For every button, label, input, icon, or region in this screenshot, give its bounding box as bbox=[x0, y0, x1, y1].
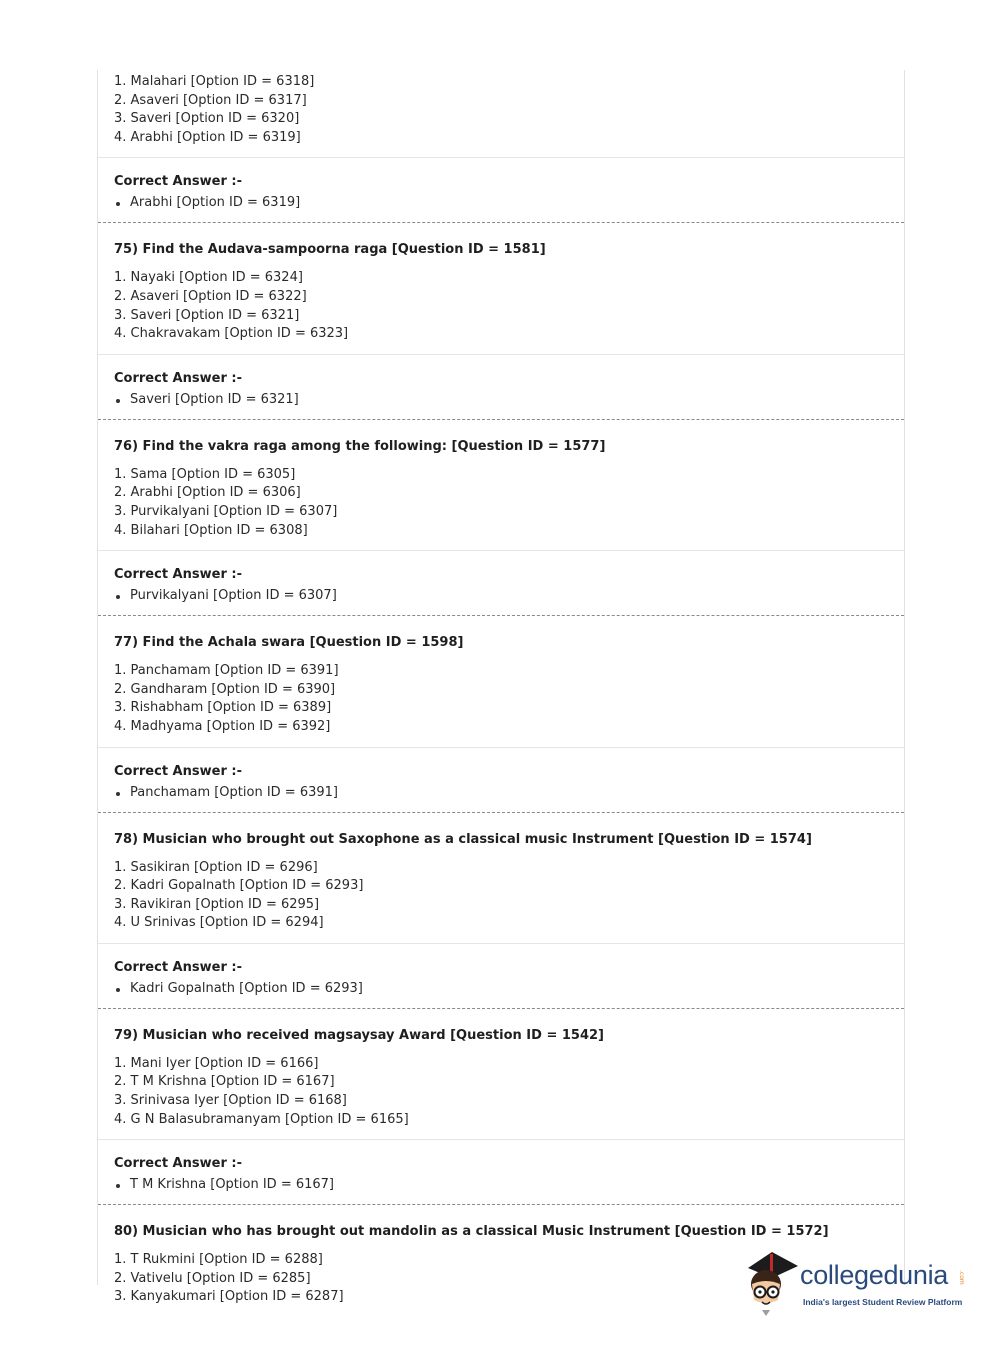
option: 1. Sasikiran [Option ID = 6296] bbox=[114, 859, 318, 875]
option: 1. Sama [Option ID = 6305] bbox=[114, 466, 296, 482]
option: 4. Madhyama [Option ID = 6392] bbox=[114, 718, 331, 734]
question-title: 80) Musician who has brought out mandolin as a classical Music Instrument [Question ID = 1572] bbox=[114, 1224, 829, 1240]
option: 2. T M Krishna [Option ID = 6167] bbox=[114, 1074, 335, 1090]
correct-answer-block bbox=[98, 354, 904, 419]
option: 3. Srinivasa Iyer [Option ID = 6168] bbox=[114, 1093, 347, 1109]
correct-answer-value: Kadri Gopalnath [Option ID = 6293] bbox=[114, 980, 904, 998]
correct-answer-title: Correct Answer :- bbox=[114, 174, 242, 190]
option: 4. Chakravakam [Option ID = 6323] bbox=[114, 326, 349, 342]
question-block bbox=[98, 420, 904, 615]
correct-answer-value: Panchamam [Option ID = 6391] bbox=[114, 784, 904, 802]
correct-answer-title: Correct Answer :- bbox=[114, 763, 242, 779]
correct-answer-title: Correct Answer :- bbox=[114, 959, 242, 975]
question-block bbox=[98, 1009, 904, 1204]
option: 4. U Srinivas [Option ID = 6294] bbox=[114, 915, 324, 931]
option: 4. G N Balasubramanyam [Option ID = 6165] bbox=[114, 1111, 409, 1127]
correct-answer-value: Arabhi [Option ID = 6319] bbox=[114, 194, 904, 212]
correct-answer-value: T M Krishna [Option ID = 6167] bbox=[114, 1176, 904, 1194]
option: 1. Malahari [Option ID = 6318] bbox=[114, 74, 315, 89]
correct-answer-value: Saveri [Option ID = 6321] bbox=[114, 391, 904, 409]
option: 4. Arabhi [Option ID = 6319] bbox=[114, 129, 301, 145]
question-block bbox=[98, 223, 904, 418]
option: 3. Saveri [Option ID = 6320] bbox=[114, 111, 300, 127]
correct-answer-title: Correct Answer :- bbox=[114, 370, 242, 386]
option: 2. Gandharam [Option ID = 6390] bbox=[114, 681, 336, 697]
option: 4. Bilahari [Option ID = 6308] bbox=[114, 522, 308, 538]
question-block bbox=[98, 813, 904, 1008]
question-options bbox=[98, 466, 904, 550]
correct-answer-title: Correct Answer :- bbox=[114, 567, 242, 583]
option: 2. Arabhi [Option ID = 6306] bbox=[114, 485, 301, 501]
question-title: 77) Find the Achala swara [Question ID = 1598] bbox=[114, 635, 464, 651]
option: 1. Nayaki [Option ID = 6324] bbox=[114, 270, 303, 286]
logo-suffix: .com bbox=[958, 1270, 965, 1285]
logo-tagline: India's largest Student Review Platform bbox=[803, 1297, 963, 1307]
option: 1. Panchamam [Option ID = 6391] bbox=[114, 663, 339, 679]
option: 3. Rishabham [Option ID = 6389] bbox=[114, 700, 332, 716]
option: 1. T Rukmini [Option ID = 6288] bbox=[114, 1252, 323, 1268]
previous-question-options bbox=[98, 70, 904, 157]
question-title: 78) Musician who brought out Saxophone as a classical music Instrument [Question ID = 1574] bbox=[114, 831, 812, 847]
question-title: 76) Find the vakra raga among the following: [Question ID = 1577] bbox=[114, 438, 606, 454]
option: 2. Asaveri [Option ID = 6317] bbox=[114, 92, 307, 108]
question-options bbox=[98, 662, 904, 746]
correct-answer-block bbox=[98, 1139, 904, 1204]
option: 3. Kanyakumari [Option ID = 6287] bbox=[114, 1289, 344, 1305]
question-title: 75) Find the Audava-sampoorna raga [Question ID = 1581] bbox=[114, 242, 546, 258]
collegedunia-logo bbox=[742, 1248, 972, 1318]
question-options bbox=[98, 1055, 904, 1139]
question-title: 79) Musician who received magsaysay Award [Question ID = 1542] bbox=[114, 1027, 604, 1043]
option: 2. Vativelu [Option ID = 6285] bbox=[114, 1270, 311, 1286]
correct-answer-block bbox=[98, 747, 904, 812]
mascot-icon bbox=[742, 1248, 800, 1318]
correct-answer-block bbox=[98, 943, 904, 1008]
option: 2. Asaveri [Option ID = 6322] bbox=[114, 288, 307, 304]
question-options bbox=[98, 859, 904, 943]
question-options bbox=[98, 269, 904, 353]
option: 3. Saveri [Option ID = 6321] bbox=[114, 307, 300, 323]
option: 3. Purvikalyani [Option ID = 6307] bbox=[114, 503, 338, 519]
correct-answer-title: Correct Answer :- bbox=[114, 1156, 242, 1172]
option: 3. Ravikiran [Option ID = 6295] bbox=[114, 896, 320, 912]
option: 1. Mani Iyer [Option ID = 6166] bbox=[114, 1055, 319, 1071]
correct-answer-block bbox=[98, 157, 904, 222]
correct-answer-block bbox=[98, 550, 904, 615]
logo-wordmark: collegedunia bbox=[800, 1260, 949, 1290]
correct-answer-value: Purvikalyani [Option ID = 6307] bbox=[114, 587, 904, 605]
question-block bbox=[98, 616, 904, 811]
option: 2. Kadri Gopalnath [Option ID = 6293] bbox=[114, 878, 364, 894]
